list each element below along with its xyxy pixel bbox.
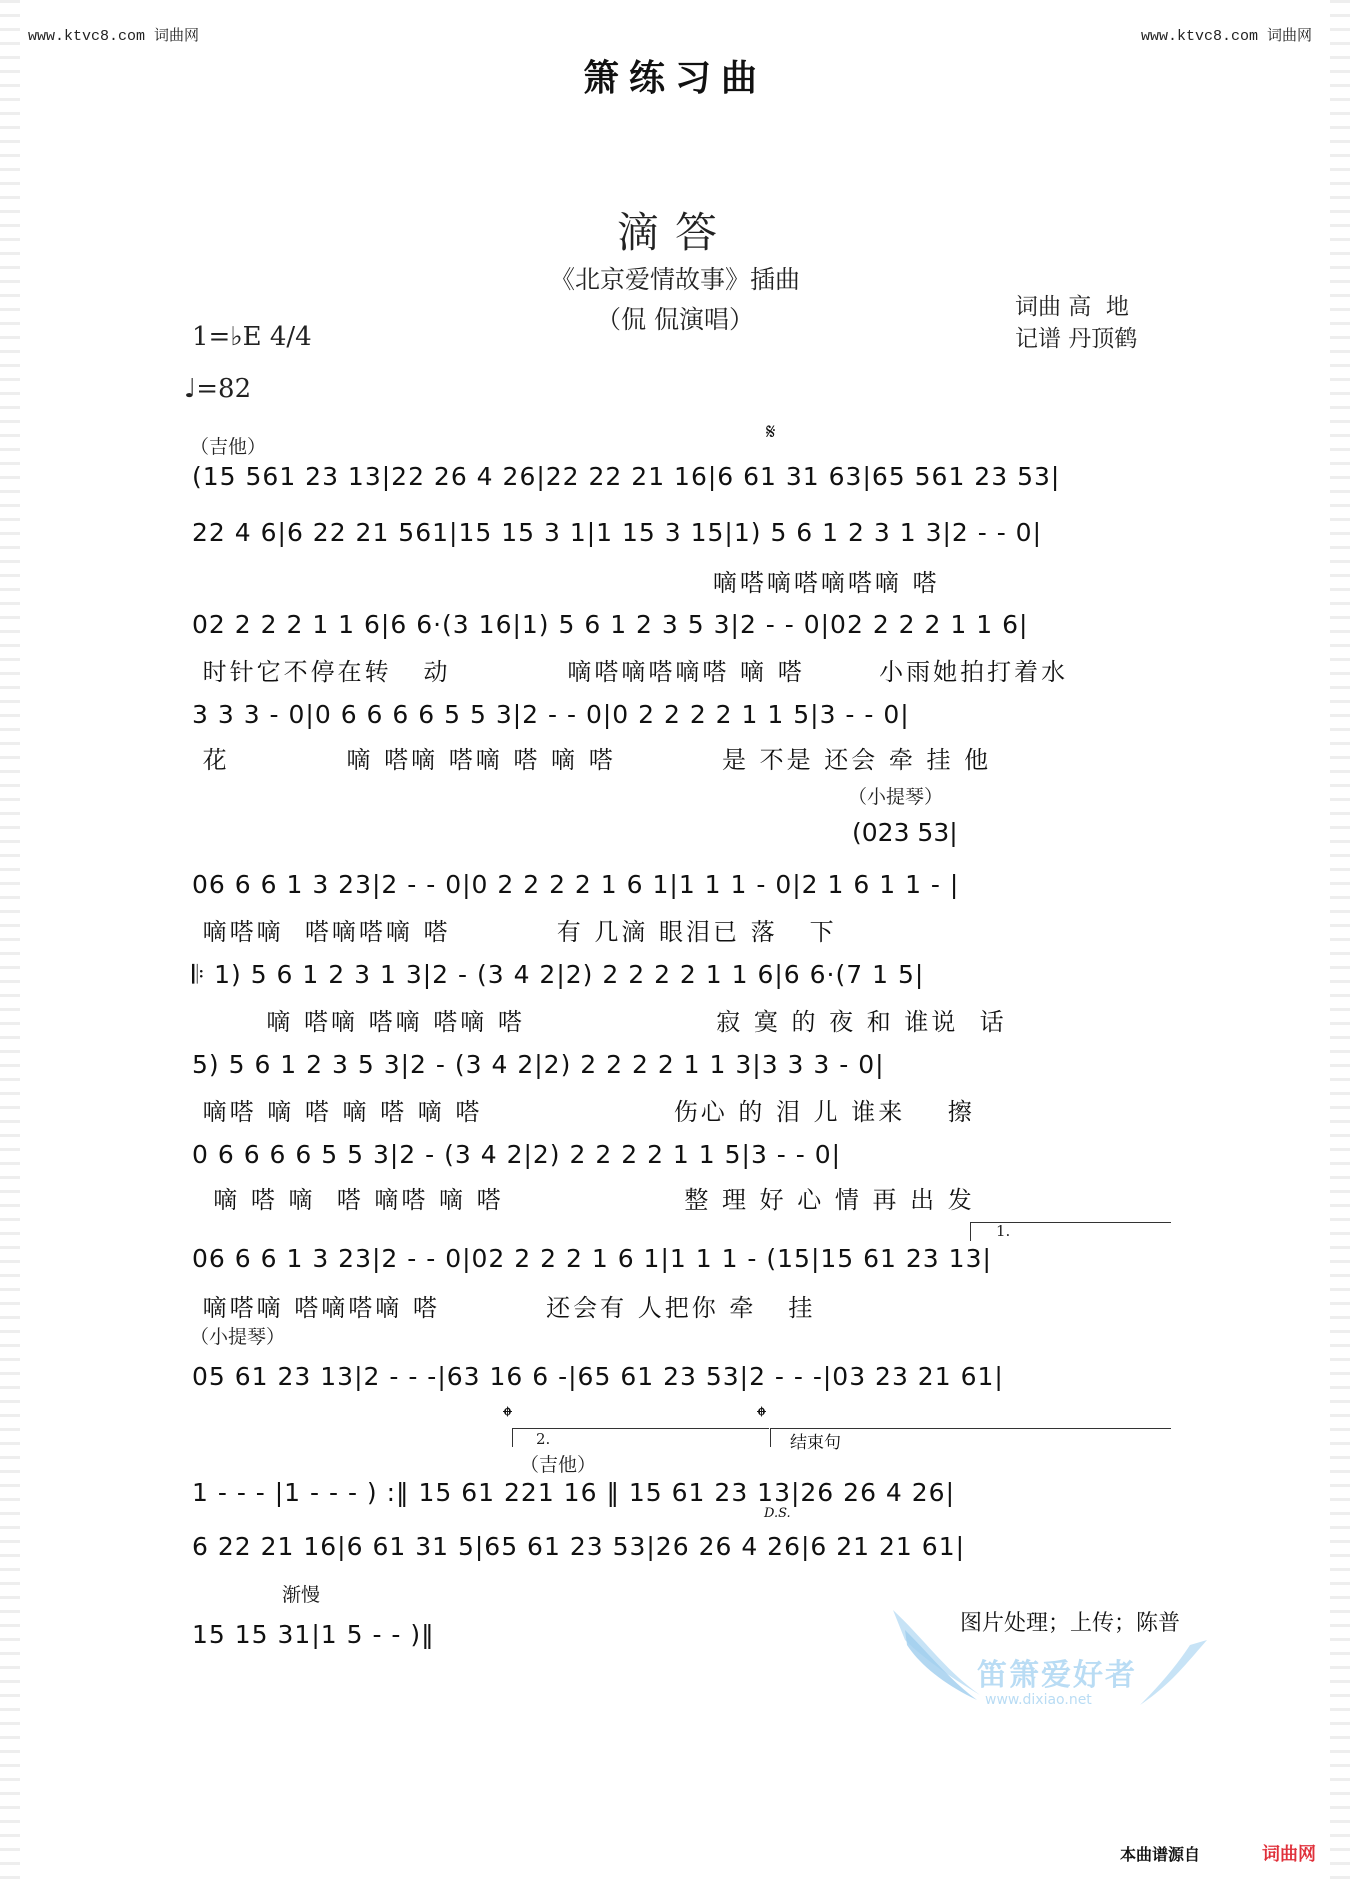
footer-source-site[interactable]: 词曲网: [1262, 1844, 1316, 1865]
score-line-7-lyrics: 嘀嗒 嘀 嗒 嘀 嗒 嘀 嗒 伤心 的 泪 儿 谁来 擦: [192, 1098, 975, 1126]
score-line-7-notes: 5) 5 6 1 2 3 5 3|2 - (3 4 2|2) 2 2 2 2 1 1 3|3 3 3 - 0|: [192, 1050, 885, 1079]
lyrics-music-credit: 词曲 高 地: [1015, 294, 1129, 320]
segno-sign: 𝄋: [766, 420, 776, 445]
ds-mark: D.S.: [764, 1506, 791, 1521]
score-line-1-notes: (15 561 23 13|22 26 4 26|22 22 21 16|6 61 31 63|65 561 23 53|: [192, 462, 1061, 491]
score-line-6-lyrics: 嘀 嗒嘀 嗒嘀 嗒嘀 嗒 寂 寞 的 夜 和 谁说 话: [192, 1008, 1007, 1036]
song-subtitle: 《北京爱情故事》插曲: [549, 265, 800, 294]
image-handler-credit: 图片处理；上传；陈普: [960, 1611, 1181, 1636]
score-line-5-notes: 06 6 6 1 3 23|2 - - 0|0 2 2 2 2 1 6 1|1 1 1 - 0|2 1 6 1 1 - |: [192, 870, 960, 899]
score-line-5-lyrics: 嘀嗒嘀 嗒嘀嗒嘀 嗒 有 几滴 眼泪已 落 下: [192, 918, 837, 946]
score-line-3-lyrics: 时针它不停在转 动 嘀嗒嘀嗒嘀嗒 嘀 嗒 小雨她拍打着水: [192, 658, 1069, 686]
score-line-4-lyrics: 花 嘀 嗒嘀 嗒嘀 嗒 嘀 嗒 是 不是 还会 牵 挂 他: [192, 746, 992, 774]
score-line-8-lyrics: 嘀 嗒 嘀 嗒 嘀嗒 嘀 嗒 整 理 好 心 情 再 出 发: [192, 1186, 975, 1214]
score-line-2-lyrics: 嘀嗒嘀嗒嘀嗒嘀 嗒: [192, 569, 940, 597]
practice-title: 箫练习曲: [582, 57, 767, 99]
instrument-label-violin-2: （小提琴）: [190, 1326, 286, 1348]
notation-credit: 记谱 丹顶鹤: [1015, 326, 1138, 352]
coda-sign-2: 𝄌: [757, 1402, 766, 1432]
key-signature: 1=♭E 4/4: [192, 322, 312, 352]
watermark-text: 笛箫爱好者: [977, 1658, 1137, 1693]
tempo-marking: ♩=82: [184, 374, 252, 404]
coda-sign-1: 𝄌: [503, 1402, 512, 1432]
score-line-8-notes: 0 6 6 6 6 5 5 3|2 - (3 4 2|2) 2 2 2 2 1 1 5|3 - - 0|: [192, 1140, 842, 1169]
instrument-label-guitar-2: （吉他）: [520, 1454, 597, 1476]
instrument-label-violin: （小提琴）: [848, 786, 944, 808]
score-line-9-lyrics: 嘀嗒嘀 嗒嘀嗒嘀 嗒 还会有 人把你 牵 挂: [192, 1294, 816, 1322]
ritardando-mark: 渐慢: [282, 1584, 321, 1606]
score-line-9-notes: 06 6 6 1 3 23|2 - - 0|02 2 2 2 1 6 1|1 1 1 - (15|15 61 23 13|: [192, 1244, 992, 1273]
volta-number-2: 2.: [536, 1430, 551, 1448]
score-line-6-notes: 𝄆 1) 5 6 1 2 3 1 3|2 - (3 4 2|2) 2 2 2 2 1 1 6|6 6·(7 1 5|: [192, 960, 925, 989]
score-line-3-notes: 02 2 2 2 1 1 6|6 6·(3 16|1) 5 6 1 2 3 5 3|2 - - 0|02 2 2 2 1 1 6|: [192, 610, 1029, 639]
volta-number-1: 1.: [996, 1222, 1011, 1240]
singer-credit: （侃 侃演唱）: [596, 305, 754, 334]
score-line-12-notes: 6 22 21 16|6 61 31 5|65 61 23 53|26 26 4 26|6 21 21 61|: [192, 1532, 966, 1561]
instrument-label-guitar: （吉他）: [190, 436, 267, 458]
score-line-4-notes: 3 3 3 - 0|0 6 6 6 6 5 5 3|2 - - 0|0 2 2 2 2 1 1 5|3 - - 0|: [192, 700, 910, 729]
song-title: 滴答: [616, 208, 733, 257]
header-url-left[interactable]: www.ktvc8.com 词曲网: [28, 28, 200, 45]
footer-source-label: 本曲谱源自: [1120, 1845, 1201, 1864]
score-line-2-notes: 22 4 6|6 22 21 561|15 15 3 1|1 15 3 15|1) 5 6 1 2 3 1 3|2 - - 0|: [192, 518, 1043, 547]
violin-motif: (023 53|: [852, 818, 958, 847]
score-line-13-notes: 15 15 31|1 5 - - )‖: [192, 1620, 435, 1649]
score-line-10-notes: 05 61 23 13|2 - - -|63 16 6 -|65 61 23 53|2 - - -|03 23 21 61|: [192, 1362, 1004, 1391]
score-line-11-notes: 1 - - - |1 - - - ) :‖ 15 61 221 16 ‖ 15 61 23 13|26 26 4 26|: [192, 1478, 956, 1507]
header-url-right[interactable]: www.ktvc8.com 词曲网: [1140, 28, 1312, 45]
ending-label: 结束句: [790, 1433, 841, 1453]
watermark-url: www.dixiao.net: [985, 1692, 1092, 1708]
volta-bracket-2: [512, 1428, 769, 1447]
